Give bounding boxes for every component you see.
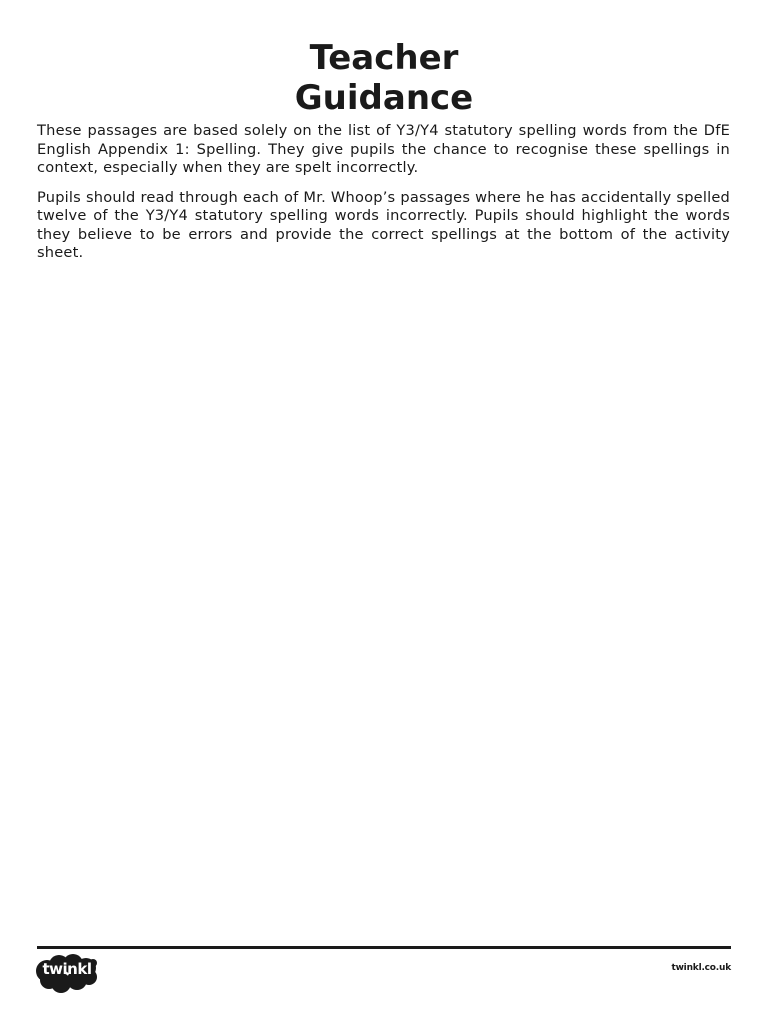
guidance-text — [37, 122, 730, 274]
guidance-paragraph-1: These passages are based solely on the list of Y3/Y4 statutory spelling words from the DfE English Appendix 1: Spelling. They give pupils the chance to recognise these spellings in context, especially when they are spelt incorrectly. — [37, 122, 730, 176]
page-title-line-2: Guidance — [294, 78, 474, 118]
guidance-paragraph-2: Pupils should read through each of Mr. Whoop’s passages where he has accidentally spelled twelve of the Y3/Y4 statutory spelling words incorrectly. Pupils should highlight the words they believe to be errors and provide the correct spellings at the bottom of the activity sheet. — [37, 188, 730, 261]
page-title — [0, 38, 768, 118]
site-url: twinkl.co.uk — [671, 963, 731, 973]
twinkl-logo — [35, 953, 99, 993]
page-title-line-1: Teacher — [309, 38, 459, 78]
footer-divider — [37, 946, 731, 949]
logo-wordmark: twinkl — [42, 960, 92, 978]
